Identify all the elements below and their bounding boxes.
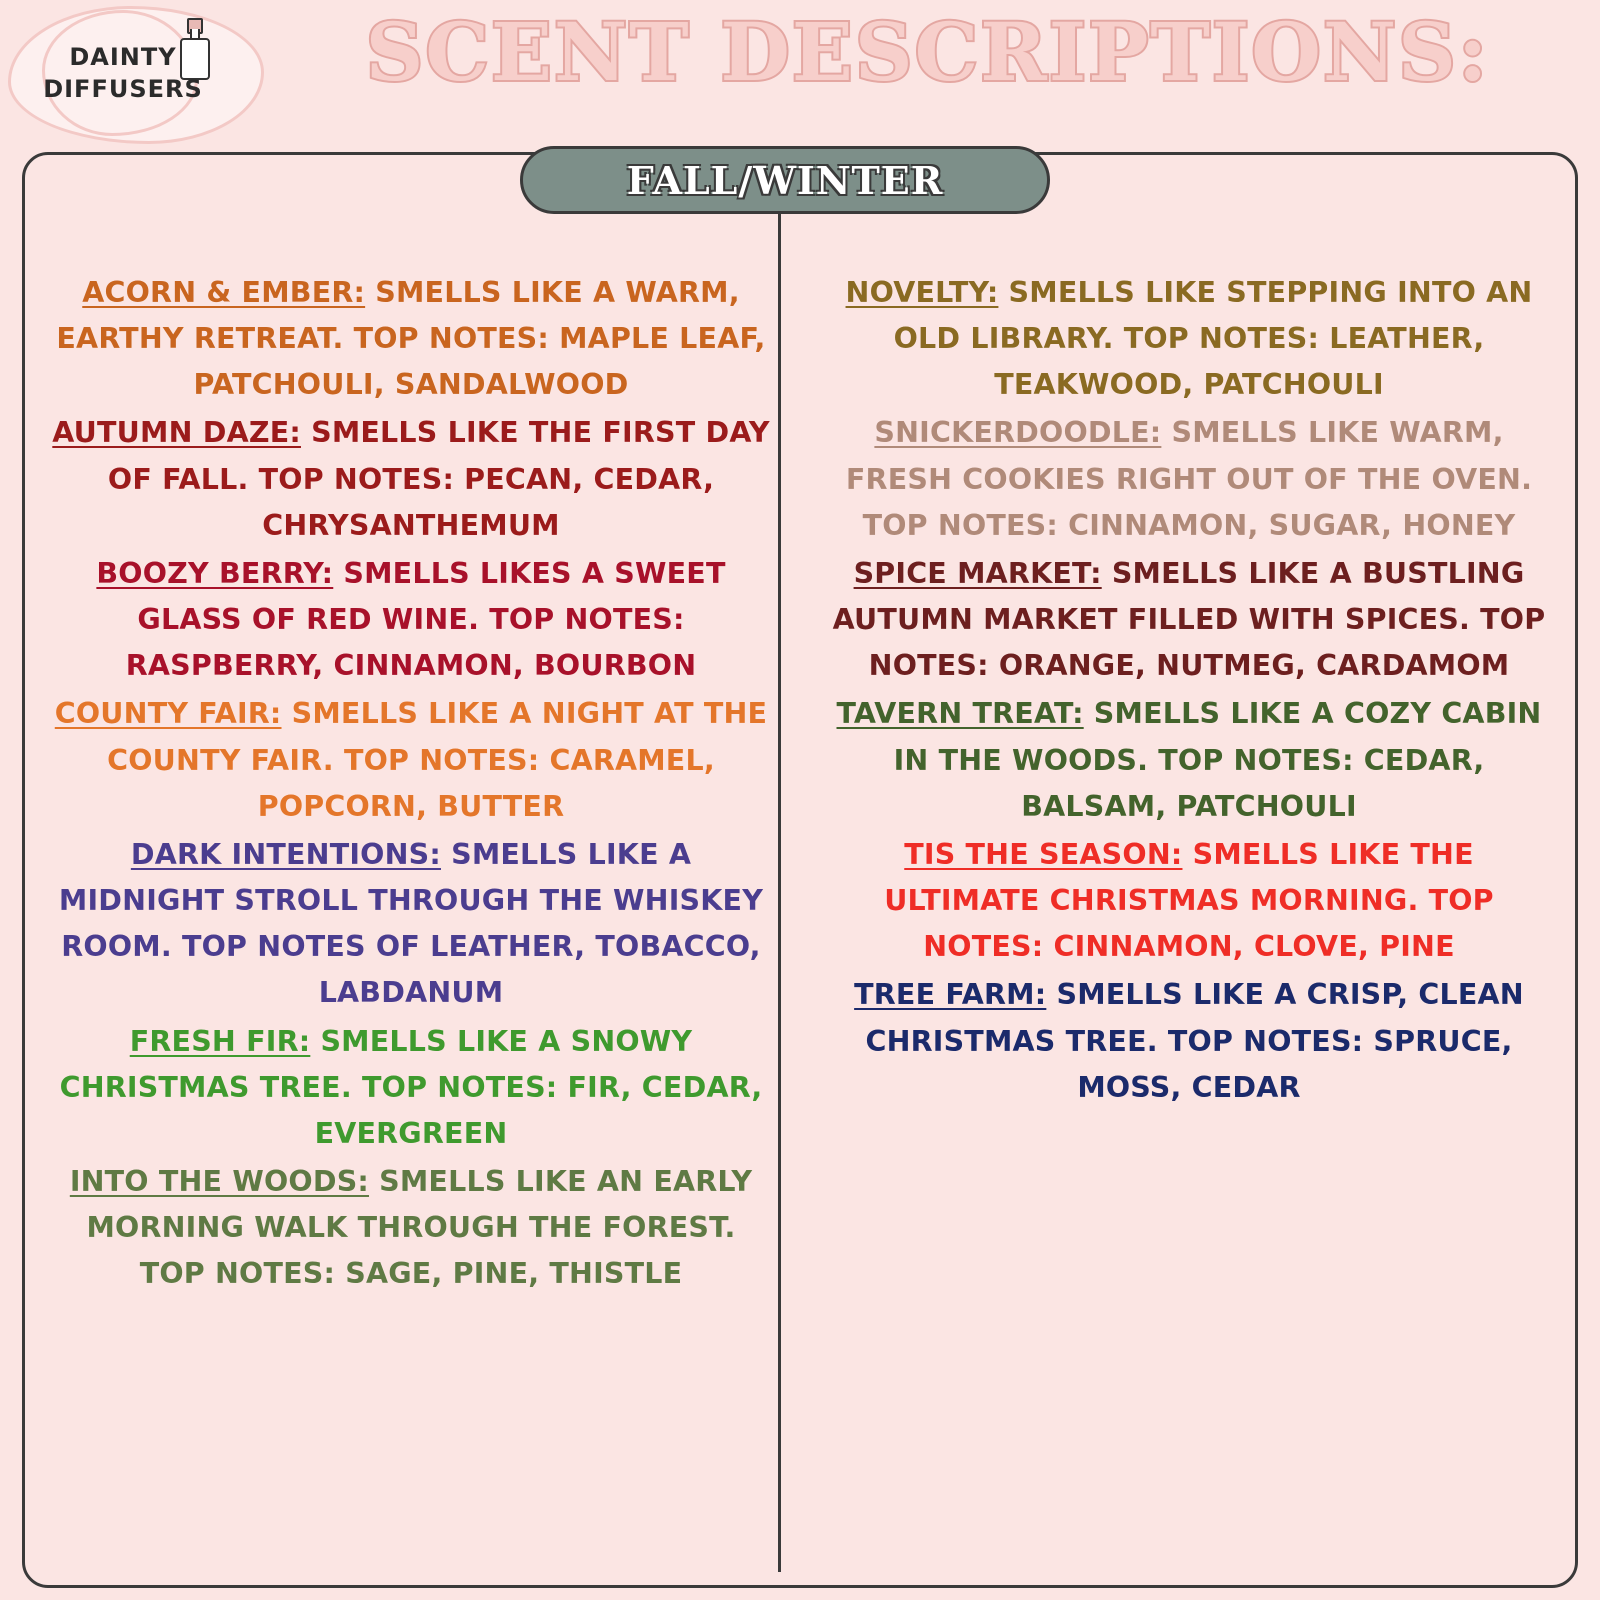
scent-name: COUNTY FAIR: [54,697,282,731]
scent-entry [52,832,770,1017]
scent-description: SMELLS LIKES A SWEET GLASS OF RED WINE. TOP NOTES: RASPBERRY, CINNAMON, BOURBON [125,556,726,683]
scent-name: INTO THE WOODS: [69,1164,370,1198]
brand-name-line2: DIFFUSERS [43,74,203,103]
scent-entry [52,551,770,689]
scent-entry [830,691,1548,829]
brand-name [28,42,218,105]
scent-entry [830,832,1548,970]
scent-name: TREE FARM: [854,978,1047,1012]
scent-description: SMELLS LIKE WARM, FRESH COOKIES RIGHT OUT OF THE OVEN. TOP NOTES: CINNAMON, SUGAR, HONEY [845,416,1533,542]
page-title: SCENT DESCRIPTIONS: [365,5,1490,99]
brand-logo [8,6,258,138]
scent-entry [52,270,770,408]
scent-entry [52,691,770,829]
scent-description: SMELLS LIKE A NIGHT AT THE COUNTY FAIR. TOP NOTES: CARAMEL, POPCORN, BUTTER [107,697,768,823]
brand-name-line1: DAINTY [69,43,177,71]
scent-entry [830,551,1548,689]
scent-name: TIS THE SEASON: [904,837,1183,871]
scent-description: SMELLS LIKE A CRISP, CLEAN CHRISTMAS TREE. TOP NOTES: SPRUCE, MOSS, CEDAR [865,978,1524,1104]
scent-name: FRESH FIR: [129,1024,311,1058]
scent-column-left [22,270,800,1299]
scent-description: SMELLS LIKE THE ULTIMATE CHRISTMAS MORNING. TOP NOTES: CINNAMON, CLOVE, PINE [884,837,1494,964]
scent-column-right [800,270,1578,1299]
scent-entry [52,410,770,548]
scent-name: TAVERN TREAT: [836,697,1084,731]
scent-description: SMELLS LIKE THE FIRST DAY OF FALL. TOP NOTES: PECAN, CEDAR, CHRYSANTHEMUM [107,416,770,542]
scent-name: SPICE MARKET: [853,556,1102,590]
scent-name: ACORN & EMBER: [82,276,366,309]
scent-entry [52,1019,770,1157]
scent-columns [22,270,1578,1299]
scent-description: SMELLS LIKE A WARM, EARTHY RETREAT. TOP NOTES: MAPLE LEAF, PATCHOULI, SANDALWOOD [56,276,766,402]
scent-description: SMELLS LIKE A MIDNIGHT STROLL THROUGH THE WHISKEY ROOM. TOP NOTES OF LEATHER, TOBACCO, LABDANUM [58,837,764,1010]
scent-description: SMELLS LIKE STEPPING INTO AN OLD LIBRARY. TOP NOTES: LEATHER, TEAKWOOD, PATCHOULI [893,276,1533,402]
scent-entry [830,270,1548,408]
scent-description: SMELLS LIKE AN EARLY MORNING WALK THROUGH THE FOREST. TOP NOTES: SAGE, PINE, THISTLE [86,1164,753,1291]
scent-name: SNICKERDOODLE: [874,416,1162,450]
scent-name: NOVELTY: [845,276,999,309]
season-badge-label: FALL/WINTER [626,157,944,203]
scent-entry [830,410,1548,548]
scent-entry [830,972,1548,1110]
scent-name: AUTUMN DAZE: [52,416,301,450]
scent-description: SMELLS LIKE A BUSTLING AUTUMN MARKET FILLED WITH SPICES. TOP NOTES: ORANGE, NUTMEG, CARDAMOM [832,556,1546,683]
scent-name: BOOZY BERRY: [96,556,334,590]
scent-description: SMELLS LIKE A COZY CABIN IN THE WOODS. TOP NOTES: CEDAR, BALSAM, PATCHOULI [893,697,1542,823]
scent-entry [52,1159,770,1297]
page-header [0,0,1600,140]
season-badge [520,146,1050,214]
scent-name: DARK INTENTIONS: [130,837,441,871]
scent-description: SMELLS LIKE A SNOWY CHRISTMAS TREE. TOP NOTES: FIR, CEDAR, EVERGREEN [59,1024,763,1150]
